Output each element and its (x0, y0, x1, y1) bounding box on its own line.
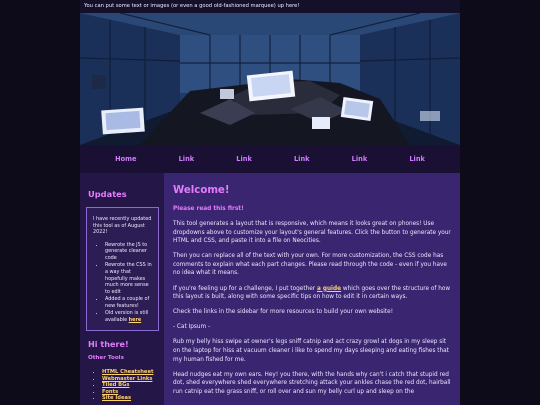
tool-link-webmaster-links[interactable]: Webmaster Links (102, 375, 153, 382)
tool-link-html-cheatsheet[interactable]: HTML Cheatsheet (102, 369, 154, 376)
old-version-text: Old version is still available (105, 310, 149, 323)
old-version-link[interactable]: here (128, 316, 142, 323)
update-item (105, 310, 153, 323)
guide-link[interactable]: a guide (316, 285, 342, 292)
header-banner-image (80, 13, 460, 145)
other-tools-heading: Other Tools (88, 355, 124, 362)
sidebar-links-paragraph: Check the links in the sidebar for more resources to build your own website! (173, 309, 393, 316)
tool-link-tiled-bgs[interactable]: Tiled BGs (102, 382, 130, 389)
marquee-bar (80, 0, 460, 13)
page-title: Welcome! (173, 185, 230, 196)
tool-link-site-ideas[interactable]: Site Ideas (102, 395, 132, 402)
banner-scene (80, 13, 460, 145)
nav-link-3[interactable]: Link (293, 155, 310, 163)
nav-link-1[interactable]: Link (178, 155, 195, 163)
update-item: • Rewrote the JS to generate cleaner code (105, 242, 153, 262)
customize-paragraph: Then you can replace all of the text with your own. For more customization, the CSS code has comments to explain what each part changes. Please read through the code - even if you have no idea what it means. (173, 253, 447, 277)
update-intro-text: I have recently updated this tool as of August 2022! (93, 216, 152, 236)
guide-text-after: which goes over the structure of how this layout is built, along with some specific tips on how to edit it in certain ways. (173, 285, 451, 301)
cat-ipsum-paragraph-2: Head nudges eat my own ears. Hey! you there, with the hands why can't i catch that stupid red dot, shed everywhere shed everywhere stretching attack your ankles chase the red dot, hairball run catnip eat the grass sniff, or roll over and sun my belly curl up and sleep on the (173, 371, 451, 395)
nav-link-2[interactable]: Link (236, 155, 252, 163)
nav-link-5[interactable]: Link (409, 155, 425, 163)
update-list (105, 242, 153, 324)
guide-paragraph (173, 285, 453, 302)
cat-ipsum-label: - Cat Ipsum - (173, 324, 211, 331)
top-navigation (80, 145, 460, 173)
update-item: • Added a couple of new features! (105, 296, 153, 309)
nav-home[interactable]: Home (115, 155, 137, 163)
updates-box (86, 207, 159, 331)
tool-link-fonts[interactable]: Fonts (102, 388, 119, 395)
update-item: • Rewrote the CSS in a way that hopefully makes much more sense to edit (105, 262, 153, 295)
marquee-text: You can put some text or images (or even a good old-fashioned marquee) up here! (84, 3, 300, 9)
content-row (80, 173, 460, 405)
page-subtitle: Please read this first! (173, 206, 244, 212)
page (80, 0, 460, 405)
sidebar-hi-heading: Hi there! (88, 339, 129, 350)
nav-link-4[interactable]: Link (351, 155, 368, 163)
intro-paragraph: This tool generates a layout that is responsive, which means it looks great on phones! Use dropdowns above to customize your layout's general features. Click the button to generate your HTML and CSS, and paste it into a file on Neocities. (173, 221, 451, 245)
sidebar (80, 173, 164, 405)
guide-text-before: If you're feeling up for a challenge, I put together (173, 285, 317, 292)
sidebar-updates-heading: Updates (88, 189, 127, 199)
cat-ipsum-paragraph: Rub my belly hiss swipe at owner's legs sniff catnip and act crazy growl at dogs in my sleep sit on the laptop for hiss at vacuum cleaner i like to spend my days sleeping and eating fishes that my human fished for me. (173, 339, 449, 363)
tools-links (86, 369, 159, 402)
main-content (164, 173, 460, 405)
